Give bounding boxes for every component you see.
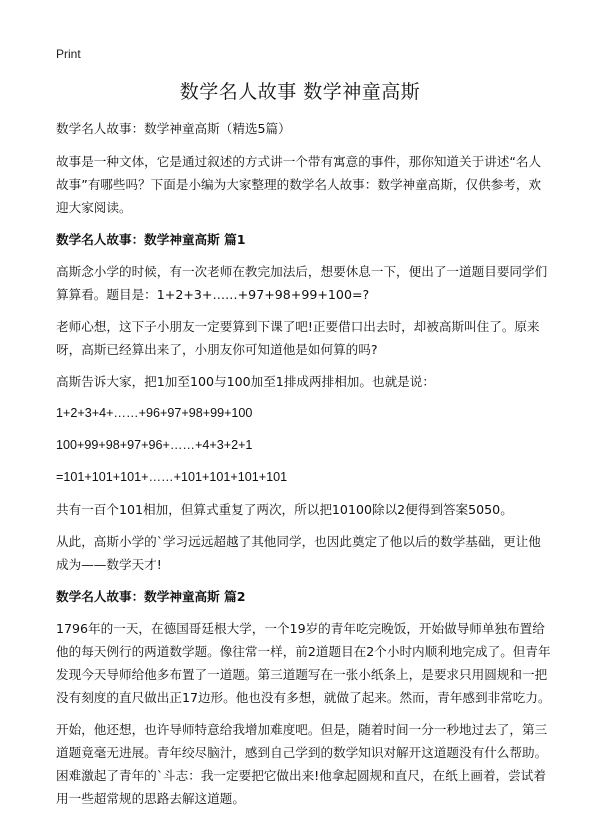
article-body: [56, 117, 552, 819]
section-1-paragraph: 老师心想，这下子小朋友一定要算到下课了吧!正要借口出去时，却被高斯叫住了。原来呀，高斯已经算出来了，小朋友你可知道他是如何算的吗?: [56, 319, 540, 357]
section-heading-1: 数学名人故事：数学神童高斯 篇1: [56, 232, 246, 247]
formula-line: 1+2+3+4+……+96+97+98+99+100: [56, 406, 253, 420]
section-1-paragraph: 从此，高斯小学的`学习远远超越了其他同学，也因此奠定了他以后的数学基础，更让他成为——数学天才!: [56, 534, 541, 572]
section-2-paragraph: 开始，他还想，也许导师特意给我增加难度吧。但是，随着时间一分一秒地过去了，第三道题竟毫无进展。青年绞尽脑汁，感到自己学到的数学知识对解开这道题没有什么帮助。困难激起了青年的`斗志：我一定要把它做出来!他拿起圆规和直尺，在纸上画着，尝试着用一些超常规的思路去解这道题。: [56, 722, 548, 806]
print-label: Print: [56, 47, 81, 61]
intro-paragraph: 故事是一种文体，它是通过叙述的方式讲一个带有寓意的事件，那你知道关于讲述“名人故事”有哪些吗？下面是小编为大家整理的数学名人故事：数学神童高斯，仅供参考，欢迎大家阅读。: [56, 154, 542, 215]
section-1-paragraph: 共有一百个101相加，但算式重复了两次，所以把10100除以2便得到答案5050。: [56, 502, 513, 517]
section-2-paragraph: 1796年的一天，在德国哥廷根大学，一个19岁的青年吃完晚饭，开始做导师单独布置给他的每天例行的两道数学题。像往常一样，前2道题目在2个小时内顺利地完成了。但青年发现今天导师给他多布置了一道题。第三道题写在一张小纸条上，是要求只用圆规和一把没有刻度的直尺做出正17边形。他也没有多想，就做了起来。然而，青年感到非常吃力。: [56, 621, 551, 705]
section-heading-2: 数学名人故事：数学神童高斯 篇2: [56, 589, 246, 604]
section-1-paragraph: 高斯念小学的时候，有一次老师在教完加法后，想要休息一下，便出了一道题目要同学们算算看。题目是：1+2+3+……+97+98+99+100=?: [56, 264, 548, 302]
formula-line: 100+99+98+97+96+……+4+3+2+1: [56, 438, 253, 452]
page-title: 数学名人故事 数学神童高斯: [179, 81, 421, 103]
article-subtitle: 数学名人故事：数学神童高斯（精选5篇）: [56, 121, 291, 136]
section-1-paragraph: 高斯告诉大家，把1加至100与100加至1排成两排相加。也就是说：: [56, 374, 435, 389]
formula-line: =101+101+101+……+101+101+101+101: [56, 470, 288, 484]
